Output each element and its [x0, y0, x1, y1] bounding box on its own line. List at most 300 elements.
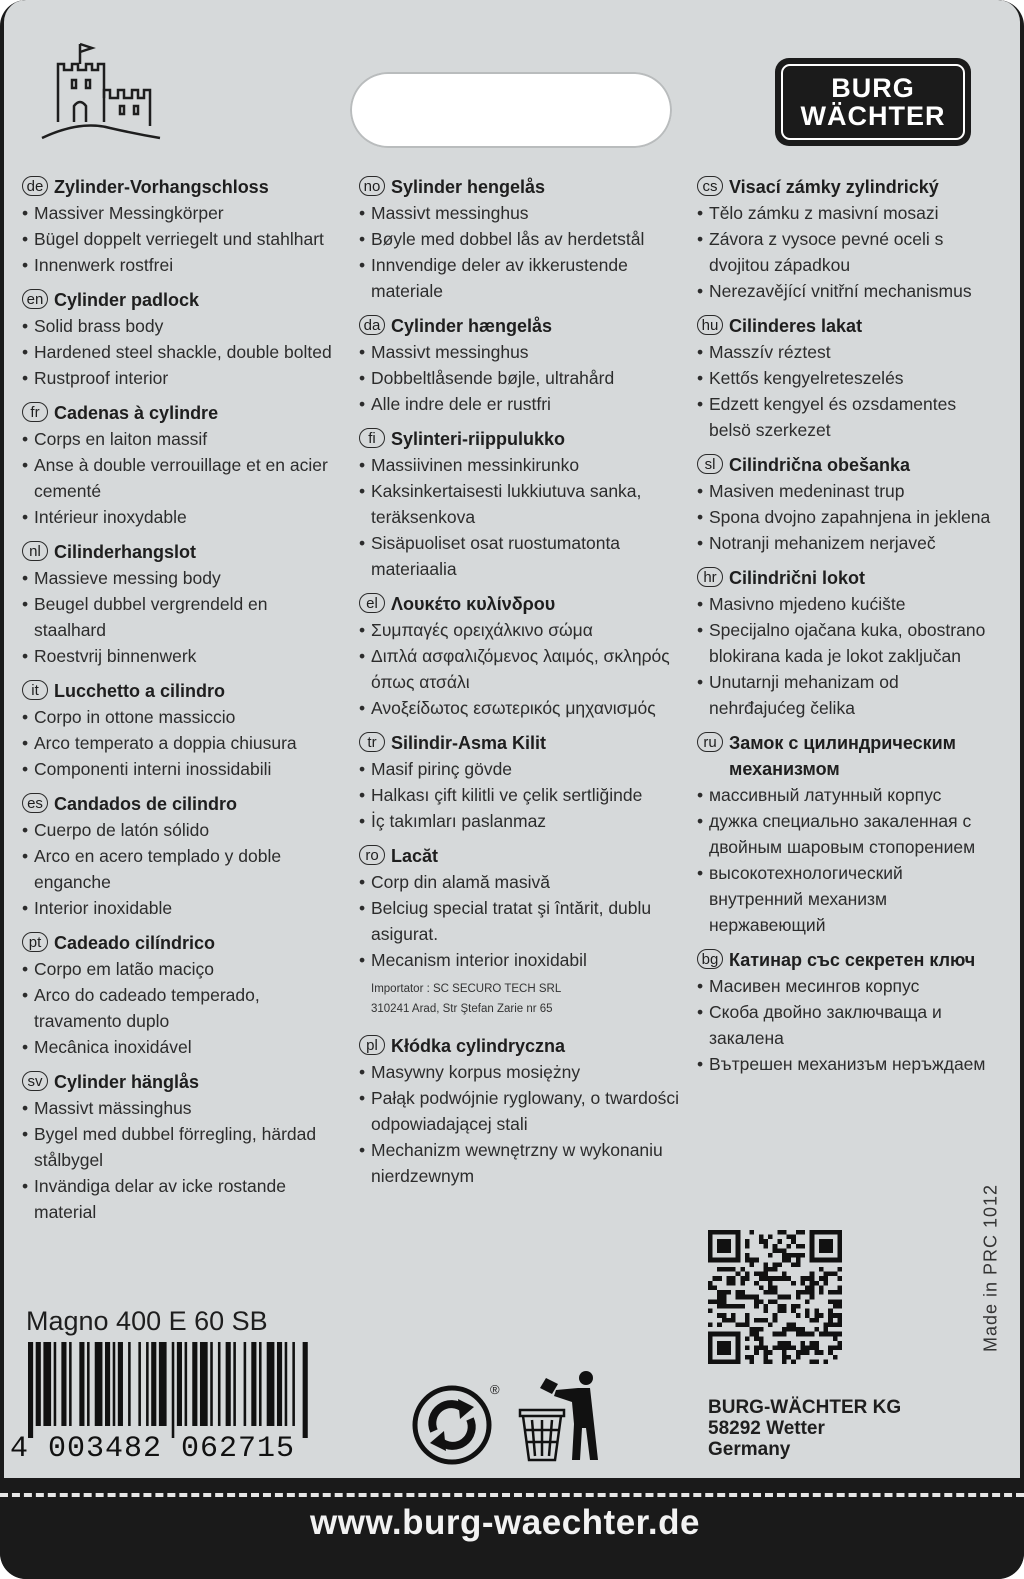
section-pt [22, 930, 344, 1060]
qr-module [810, 1239, 815, 1244]
qr-module [731, 1230, 736, 1235]
qr-module [722, 1258, 727, 1263]
qr-module [800, 1346, 805, 1351]
barcode-bar [105, 1342, 110, 1426]
feature-item: • Tělo zámku z masivní mosazi [697, 200, 997, 226]
qr-module [837, 1235, 842, 1240]
qr-module [726, 1258, 731, 1263]
qr-module [745, 1336, 750, 1341]
qr-module [782, 1355, 787, 1360]
feature-list [697, 591, 997, 721]
barcode-bar [128, 1342, 131, 1426]
qr-module [717, 1276, 722, 1281]
qr-module [722, 1239, 727, 1244]
qr-module [791, 1239, 796, 1244]
qr-module [791, 1327, 796, 1332]
feature-item: • Arco temperato a doppia chiusura [22, 730, 344, 756]
qr-module [837, 1285, 842, 1290]
qr-module [777, 1346, 782, 1351]
language-badge: no [359, 176, 385, 196]
qr-module [824, 1281, 829, 1286]
qr-module [708, 1281, 713, 1286]
language-badge: sv [22, 1071, 48, 1091]
feature-item: • Massiver Messingkörper [22, 200, 344, 226]
qr-module [750, 1355, 755, 1360]
qr-module [828, 1272, 833, 1277]
barcode-bar [218, 1342, 221, 1426]
qr-module [754, 1327, 759, 1332]
qr-module [814, 1341, 819, 1346]
importer-info [359, 979, 681, 1019]
qr-module [819, 1313, 824, 1318]
qr-module [750, 1332, 755, 1337]
feature-item: • Anse à double verrouillage et en acier cementé [22, 452, 344, 504]
feature-item: • Massieve messing body [22, 565, 344, 591]
qr-module [726, 1304, 731, 1309]
qr-module [824, 1322, 829, 1327]
manufacturer-line-2: 58292 Wetter [708, 1418, 825, 1439]
qr-module [833, 1304, 838, 1309]
barcode-bar [259, 1342, 262, 1426]
language-badge: es [22, 793, 48, 813]
qr-module [763, 1272, 768, 1277]
qr-module [824, 1239, 829, 1244]
feature-item: • Invändiga delar av icke rostande material [22, 1173, 344, 1225]
section-heading [359, 174, 681, 200]
qr-module [791, 1309, 796, 1314]
qr-module [837, 1346, 842, 1351]
qr-module [722, 1341, 727, 1346]
qr-module [717, 1295, 722, 1300]
qr-module [777, 1309, 782, 1314]
feature-item: • Masif pirinç gövde [359, 756, 681, 782]
qr-module [754, 1295, 759, 1300]
qr-module [717, 1258, 722, 1263]
qr-module [810, 1276, 815, 1281]
feature-list [359, 1059, 681, 1189]
feature-item: • Kaksinkertaisesti lukkiutuva sanka, teräksenkova [359, 478, 681, 530]
qr-module [736, 1332, 741, 1337]
qr-module [745, 1239, 750, 1244]
feature-item: • Nerezavějící vnitřní mechanismus [697, 278, 997, 304]
feature-item: • Bygel med dubbel förregling, härdad stålbygel [22, 1121, 344, 1173]
qr-module [763, 1309, 768, 1314]
qr-module [824, 1272, 829, 1277]
qr-module [796, 1355, 801, 1360]
qr-module [828, 1244, 833, 1249]
qr-module [782, 1346, 787, 1351]
section-heading [697, 174, 997, 200]
feature-item: • Masywny korpus mosiężny [359, 1059, 681, 1085]
qr-module [763, 1355, 768, 1360]
qr-module [722, 1346, 727, 1351]
qr-module [722, 1244, 727, 1249]
language-badge: ro [359, 845, 385, 865]
qr-module [708, 1346, 713, 1351]
qr-module [759, 1276, 764, 1281]
qr-module [745, 1313, 750, 1318]
section-heading [359, 591, 681, 617]
qr-module [759, 1272, 764, 1277]
section-title: Silindir-Asma Kilit [391, 733, 547, 753]
section-heading [22, 1069, 344, 1095]
qr-module [800, 1253, 805, 1258]
qr-module [814, 1318, 819, 1323]
qr-module [828, 1313, 833, 1318]
qr-module [810, 1341, 815, 1346]
qr-module [837, 1332, 842, 1337]
section-fr [22, 400, 344, 530]
qr-module [837, 1313, 842, 1318]
qr-module [828, 1350, 833, 1355]
feature-item: • Belciug special tratat şi întărit, dublu asigurat. [359, 895, 681, 947]
castle-icon [40, 40, 162, 144]
language-badge: pt [22, 932, 48, 952]
feature-list [359, 200, 681, 304]
qr-module [787, 1244, 792, 1249]
language-badge: nl [22, 541, 48, 561]
qr-module [740, 1290, 745, 1295]
section-title: Visací zámky zylindrický [729, 177, 939, 197]
section-es [22, 791, 344, 921]
qr-module [740, 1304, 745, 1309]
hang-hole [350, 72, 672, 148]
section-title: Zylinder-Vorhangschloss [54, 177, 269, 197]
qr-module [837, 1341, 842, 1346]
qr-module [810, 1248, 815, 1253]
section-hu [697, 313, 997, 443]
qr-module [800, 1327, 805, 1332]
qr-module [805, 1332, 810, 1337]
feature-list [359, 339, 681, 417]
barcode-bar [36, 1342, 41, 1426]
qr-module [731, 1332, 736, 1337]
qr-module [708, 1244, 713, 1249]
qr-module [805, 1309, 810, 1314]
section-title: Cylinder hänglås [54, 1072, 200, 1092]
barcode-bar [54, 1342, 57, 1426]
language-badge: el [359, 593, 385, 613]
qr-module [782, 1309, 787, 1314]
language-badge: de [22, 176, 48, 196]
section-title: Kłódka cylindryczna [391, 1036, 566, 1056]
section-heading [22, 791, 344, 817]
qr-module [810, 1244, 815, 1249]
qr-module [787, 1258, 792, 1263]
feature-list [359, 756, 681, 834]
qr-module [708, 1309, 713, 1314]
feature-item: • Вътрешен механизъм неръждаем [697, 1051, 997, 1077]
qr-module [717, 1239, 722, 1244]
qr-module [726, 1276, 731, 1281]
qr-module [736, 1253, 741, 1258]
qr-module [777, 1341, 782, 1346]
feature-item: • Roestvrij binnenwerk [22, 643, 344, 669]
qr-module [754, 1299, 759, 1304]
qr-module [782, 1304, 787, 1309]
qr-module [708, 1336, 713, 1341]
burg-waechter-logo [775, 58, 971, 146]
qr-module [736, 1248, 741, 1253]
qr-module [819, 1332, 824, 1337]
qr-module [814, 1258, 819, 1263]
qr-module [726, 1359, 731, 1364]
qr-module [805, 1313, 810, 1318]
qr-module [796, 1332, 801, 1337]
feature-item: • дужка специально закаленная с двойным шаровым стопорением [697, 808, 997, 860]
qr-module [754, 1281, 759, 1286]
feature-item: • Interior inoxidable [22, 895, 344, 921]
qr-module [726, 1267, 731, 1272]
qr-module [777, 1332, 782, 1337]
qr-module [717, 1304, 722, 1309]
qr-module [713, 1332, 718, 1337]
qr-module [824, 1276, 829, 1281]
qr-module [717, 1230, 722, 1235]
qr-module [837, 1248, 842, 1253]
qr-module [736, 1350, 741, 1355]
qr-module [787, 1346, 792, 1351]
feature-list [22, 200, 344, 278]
qr-module [810, 1346, 815, 1351]
qr-module [773, 1248, 778, 1253]
qr-module [791, 1262, 796, 1267]
qr-module [736, 1295, 741, 1300]
logo-line-1: BURG [831, 73, 915, 103]
qr-module [828, 1309, 833, 1314]
feature-item: • Bügel doppelt verriegelt und stahlhart [22, 226, 344, 252]
qr-module [837, 1322, 842, 1327]
qr-module [837, 1318, 842, 1323]
qr-module [722, 1248, 727, 1253]
qr-module [814, 1346, 819, 1351]
qr-module [805, 1285, 810, 1290]
feature-item: • Cuerpo de latón sólido [22, 817, 344, 843]
qr-module [731, 1258, 736, 1263]
qr-code-icon [708, 1230, 842, 1364]
feature-item: • Mecanism interior inoxidabil [359, 947, 681, 973]
feature-item: • Mecânica inoxidável [22, 1034, 344, 1060]
qr-module [708, 1235, 713, 1240]
importer-line: Importator : SC SECURO TECH SRL [371, 983, 562, 995]
qr-module [726, 1290, 731, 1295]
qr-module [736, 1359, 741, 1364]
qr-module [763, 1359, 768, 1364]
qr-module [819, 1267, 824, 1272]
language-badge: ru [697, 732, 723, 752]
qr-module [810, 1318, 815, 1323]
qr-module [773, 1285, 778, 1290]
qr-module [791, 1346, 796, 1351]
barcode-bar [285, 1342, 288, 1426]
barcode-bar [292, 1342, 295, 1426]
qr-module [810, 1290, 815, 1295]
qr-module [814, 1309, 819, 1314]
qr-module [814, 1350, 819, 1355]
qr-module [782, 1332, 787, 1337]
qr-module [754, 1272, 759, 1277]
feature-list [22, 1095, 344, 1225]
qr-module [810, 1253, 815, 1258]
qr-module [773, 1313, 778, 1318]
recycle-icon [412, 1385, 492, 1465]
barcode-icon [28, 1342, 336, 1438]
qr-module [837, 1267, 842, 1272]
qr-module [777, 1230, 782, 1235]
feature-item: • Masivno mjedeno kućište [697, 591, 997, 617]
qr-module [726, 1346, 731, 1351]
feature-item: • Intérieur inoxydable [22, 504, 344, 530]
model-name: Magno 400 E 60 SB [26, 1306, 268, 1336]
qr-module [708, 1230, 713, 1235]
qr-module [745, 1253, 750, 1258]
qr-module [810, 1258, 815, 1263]
section-heading [697, 452, 997, 478]
qr-module [736, 1239, 741, 1244]
qr-module [736, 1355, 741, 1360]
qr-module [708, 1332, 713, 1337]
section-heading [22, 539, 344, 565]
qr-module [805, 1299, 810, 1304]
section-heading [22, 400, 344, 426]
ean-number: 4 003482 062715 [10, 1432, 296, 1466]
qr-module [717, 1346, 722, 1351]
feature-list [359, 869, 681, 973]
qr-module [837, 1304, 842, 1309]
language-badge: fr [22, 402, 48, 422]
barcode-bar [277, 1342, 282, 1426]
qr-module [828, 1299, 833, 1304]
qr-module [750, 1258, 755, 1263]
qr-module [810, 1230, 815, 1235]
qr-module [800, 1332, 805, 1337]
feature-item: • Rustproof interior [22, 365, 344, 391]
section-heading [697, 730, 997, 782]
qr-module [773, 1299, 778, 1304]
qr-module [796, 1244, 801, 1249]
qr-module [768, 1299, 773, 1304]
qr-module [745, 1355, 750, 1360]
qr-module [731, 1313, 736, 1318]
section-title: Cadenas à cylindre [54, 403, 219, 423]
barcode-bar [69, 1342, 72, 1426]
qr-module [796, 1313, 801, 1318]
qr-module [759, 1318, 764, 1323]
qr-module [740, 1295, 745, 1300]
section-de [22, 174, 344, 278]
perforation-line [0, 1493, 1024, 1497]
qr-module [768, 1350, 773, 1355]
section-da [359, 313, 681, 417]
barcode-bar [192, 1342, 197, 1426]
feature-item: • Beugel dubbel vergrendeld en staalhard [22, 591, 344, 643]
barcode-bar [303, 1342, 308, 1438]
qr-module [805, 1290, 810, 1295]
qr-module [713, 1285, 718, 1290]
section-cs [697, 174, 997, 304]
qr-module [717, 1341, 722, 1346]
qr-module [819, 1258, 824, 1263]
section-title: Cilindrična obešanka [729, 455, 911, 475]
qr-module [726, 1350, 731, 1355]
section-ro [359, 843, 681, 1019]
qr-module [763, 1244, 768, 1249]
feature-item: • Alle indre dele er rustfri [359, 391, 681, 417]
feature-item: • Скоба двойно заключваща и закалена [697, 999, 997, 1051]
language-badge: sl [697, 454, 723, 474]
qr-module [722, 1267, 727, 1272]
qr-module [708, 1322, 713, 1327]
section-title: Cilinderhangslot [54, 542, 197, 562]
qr-module [777, 1276, 782, 1281]
qr-module [731, 1267, 736, 1272]
qr-module [745, 1272, 750, 1277]
qr-module [726, 1318, 731, 1323]
qr-module [828, 1346, 833, 1351]
feature-list [22, 817, 344, 921]
qr-module [736, 1244, 741, 1249]
qr-module [754, 1332, 759, 1337]
qr-module [740, 1276, 745, 1281]
section-heading [697, 565, 997, 591]
qr-module [782, 1359, 787, 1364]
section-heading [359, 1033, 681, 1059]
qr-module [713, 1258, 718, 1263]
feature-list [22, 426, 344, 530]
qr-module [819, 1239, 824, 1244]
qr-module [796, 1253, 801, 1258]
qr-module [722, 1350, 727, 1355]
feature-item: • Solid brass body [22, 313, 344, 339]
qr-module [800, 1341, 805, 1346]
qr-module [745, 1295, 750, 1300]
qr-module [722, 1304, 727, 1309]
qr-module [717, 1290, 722, 1295]
qr-module [708, 1299, 713, 1304]
feature-item: • массивный латунный корпус [697, 782, 997, 808]
qr-module [750, 1230, 755, 1235]
feature-item: • Arco do cadeado temperado, travamento duplo [22, 982, 344, 1034]
qr-module [800, 1230, 805, 1235]
qr-module [763, 1239, 768, 1244]
qr-module [759, 1327, 764, 1332]
language-badge: it [22, 680, 48, 700]
qr-module [731, 1359, 736, 1364]
qr-module [833, 1230, 838, 1235]
feature-item: • Sisäpuoliset osat ruostumatonta materiaalia [359, 530, 681, 582]
qr-module [773, 1318, 778, 1323]
made-in-label: Made in PRC 1012 [980, 1183, 1001, 1353]
qr-module [768, 1281, 773, 1286]
feature-item: • Arco en acero templado y doble enganche [22, 843, 344, 895]
qr-module [768, 1322, 773, 1327]
section-title: Cilindrični lokot [729, 568, 866, 588]
feature-item: • Halkası çift kilitli ve çelik sertliğinde [359, 782, 681, 808]
qr-module [810, 1235, 815, 1240]
qr-module [759, 1285, 764, 1290]
qr-module [726, 1332, 731, 1337]
qr-module [708, 1248, 713, 1253]
feature-list [697, 782, 997, 938]
qr-module [791, 1253, 796, 1258]
qr-module [777, 1248, 782, 1253]
qr-module [833, 1332, 838, 1337]
qr-module [787, 1276, 792, 1281]
qr-module [726, 1239, 731, 1244]
qr-module [800, 1290, 805, 1295]
qr-module [824, 1332, 829, 1337]
qr-module [837, 1290, 842, 1295]
